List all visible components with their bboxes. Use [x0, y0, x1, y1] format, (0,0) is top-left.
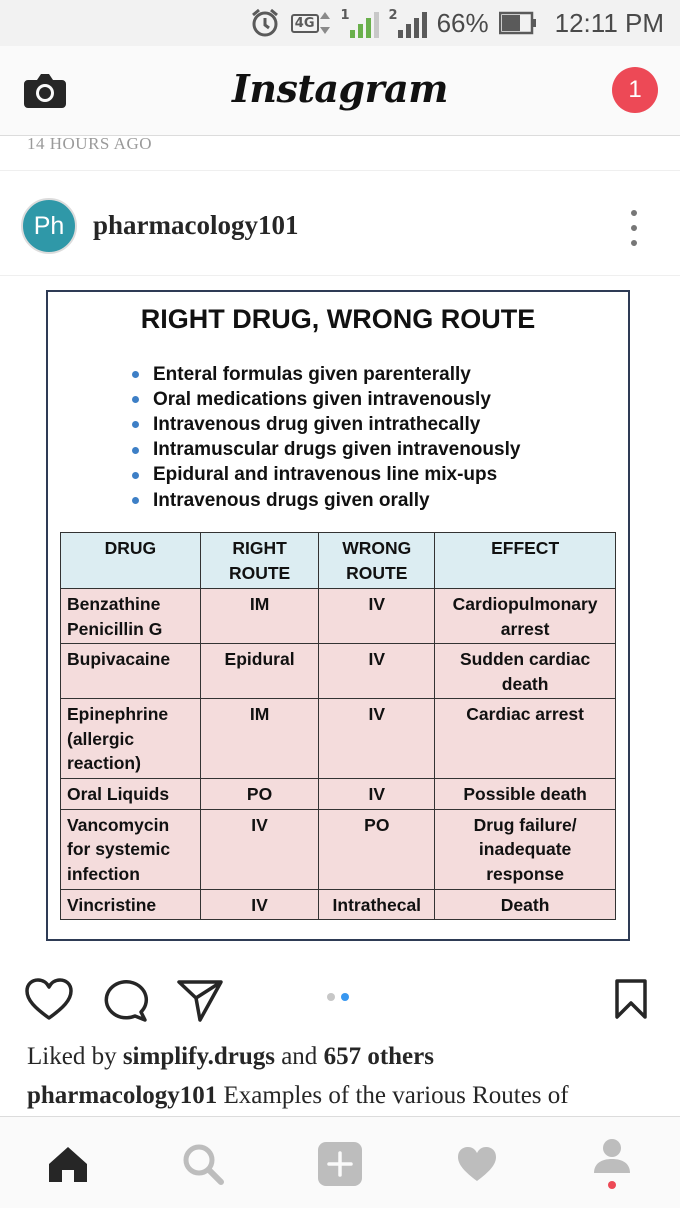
bullet-item: Epidural and intravenous line mix-ups	[132, 463, 520, 488]
signal-sim2-icon	[398, 8, 427, 38]
wrong-route-cell: IV	[319, 644, 435, 699]
right-route-cell: IV	[200, 809, 319, 889]
drug-route-table	[60, 532, 616, 920]
signal-sim2	[389, 8, 427, 38]
effect-cell: Cardiopulmonary arrest	[435, 589, 616, 644]
clock: 12:11 PM	[554, 7, 664, 38]
bullet-list	[132, 362, 520, 513]
effect-cell: Possible death	[435, 779, 616, 810]
wrong-route-cell: IV	[319, 589, 435, 644]
post-timestamp: 14 HOURS AGO	[27, 134, 153, 153]
heart-icon[interactable]	[25, 978, 73, 1024]
bullet-item: Intravenous drugs given orally	[132, 488, 520, 513]
table-header-row	[61, 533, 616, 589]
instagram-logo: Instagram	[232, 66, 448, 111]
right-route-cell: Epidural	[200, 644, 319, 699]
effect-cell: Death	[435, 889, 616, 920]
effect-cell: Sudden cardiac death	[435, 644, 616, 699]
alarm-icon	[249, 7, 281, 39]
right-route-cell: IV	[200, 889, 319, 920]
caption-username[interactable]: pharmacology101	[27, 1082, 218, 1109]
status-bar	[0, 0, 680, 46]
carousel-dot	[327, 993, 335, 1001]
activity-heart-icon[interactable]	[454, 1141, 500, 1187]
app-header	[0, 46, 680, 136]
profile-icon[interactable]	[589, 1141, 635, 1187]
column-header: EFFECT	[435, 533, 616, 589]
bullet-item: Oral medications given intravenously	[132, 387, 520, 412]
table-row	[61, 889, 616, 920]
table-row	[61, 699, 616, 779]
right-route-cell: IM	[200, 589, 319, 644]
carousel-indicator	[327, 993, 349, 1001]
more-options-icon[interactable]	[622, 210, 646, 246]
share-icon[interactable]	[176, 978, 224, 1026]
signal-sim1	[341, 8, 379, 38]
sim2-label: 2	[388, 8, 398, 23]
signal-sim1-icon	[350, 8, 379, 38]
home-icon[interactable]	[45, 1141, 91, 1187]
search-icon[interactable]	[180, 1141, 226, 1187]
data-arrows-icon	[319, 10, 331, 36]
post-username[interactable]: pharmacology101	[93, 210, 299, 240]
drug-cell: Bupivacaine	[61, 644, 201, 699]
divider	[0, 170, 680, 171]
wrong-route-cell: IV	[319, 699, 435, 779]
bullet-item: Enteral formulas given parenterally	[132, 362, 520, 387]
wrong-route-cell: IV	[319, 779, 435, 810]
column-header: RIGHT ROUTE	[200, 533, 319, 589]
network-type-indicator	[291, 10, 331, 36]
divider	[0, 275, 680, 276]
notification-badge[interactable]: 1	[612, 67, 658, 113]
drug-cell: Vincristine	[61, 889, 201, 920]
bullet-item: Intramuscular drugs given intravenously	[132, 438, 520, 463]
table-row	[61, 809, 616, 889]
right-route-cell: IM	[200, 699, 319, 779]
right-route-cell: PO	[200, 779, 319, 810]
likes-middle: and	[281, 1043, 318, 1070]
effect-cell: Drug failure/ inadequate response	[435, 809, 616, 889]
image-title: RIGHT DRUG, WRONG ROUTE	[140, 304, 536, 334]
add-post-icon[interactable]	[317, 1141, 363, 1187]
effect-cell: Cardiac arrest	[435, 699, 616, 779]
likes-others[interactable]: 657 others	[323, 1043, 434, 1070]
battery-icon	[499, 11, 537, 35]
drug-cell: Benzathine Penicillin G	[61, 589, 201, 644]
comment-icon[interactable]	[101, 978, 149, 1026]
wrong-route-cell: Intrathecal	[319, 889, 435, 920]
column-header: DRUG	[61, 533, 201, 589]
bookmark-icon[interactable]	[614, 978, 648, 1024]
drug-cell: Oral Liquids	[61, 779, 201, 810]
drug-cell: Vancomycin for systemic infection	[61, 809, 201, 889]
liked-by-user[interactable]: simplify.drugs	[122, 1043, 275, 1070]
column-header: WRONG ROUTE	[319, 533, 435, 589]
battery-percent: 66%	[436, 7, 489, 38]
avatar[interactable]: Ph	[21, 198, 77, 254]
drug-cell: Epinephrine (allergic reaction)	[61, 699, 201, 779]
caption-text: Examples of the various Routes of	[223, 1082, 569, 1109]
table-row	[61, 644, 616, 699]
network-type-label: 4G	[291, 14, 319, 33]
likes-prefix: Liked by	[27, 1043, 117, 1070]
table-row	[61, 589, 616, 644]
sim1-label: 1	[340, 8, 350, 23]
carousel-dot-active	[341, 993, 349, 1001]
bullet-item: Intravenous drug given intrathecally	[132, 412, 520, 437]
wrong-route-cell: PO	[319, 809, 435, 889]
post-image[interactable]	[46, 290, 630, 941]
bottom-navigation	[0, 1116, 680, 1208]
likes-line	[27, 1043, 434, 1071]
post-caption	[27, 1082, 667, 1110]
table-row	[61, 779, 616, 810]
